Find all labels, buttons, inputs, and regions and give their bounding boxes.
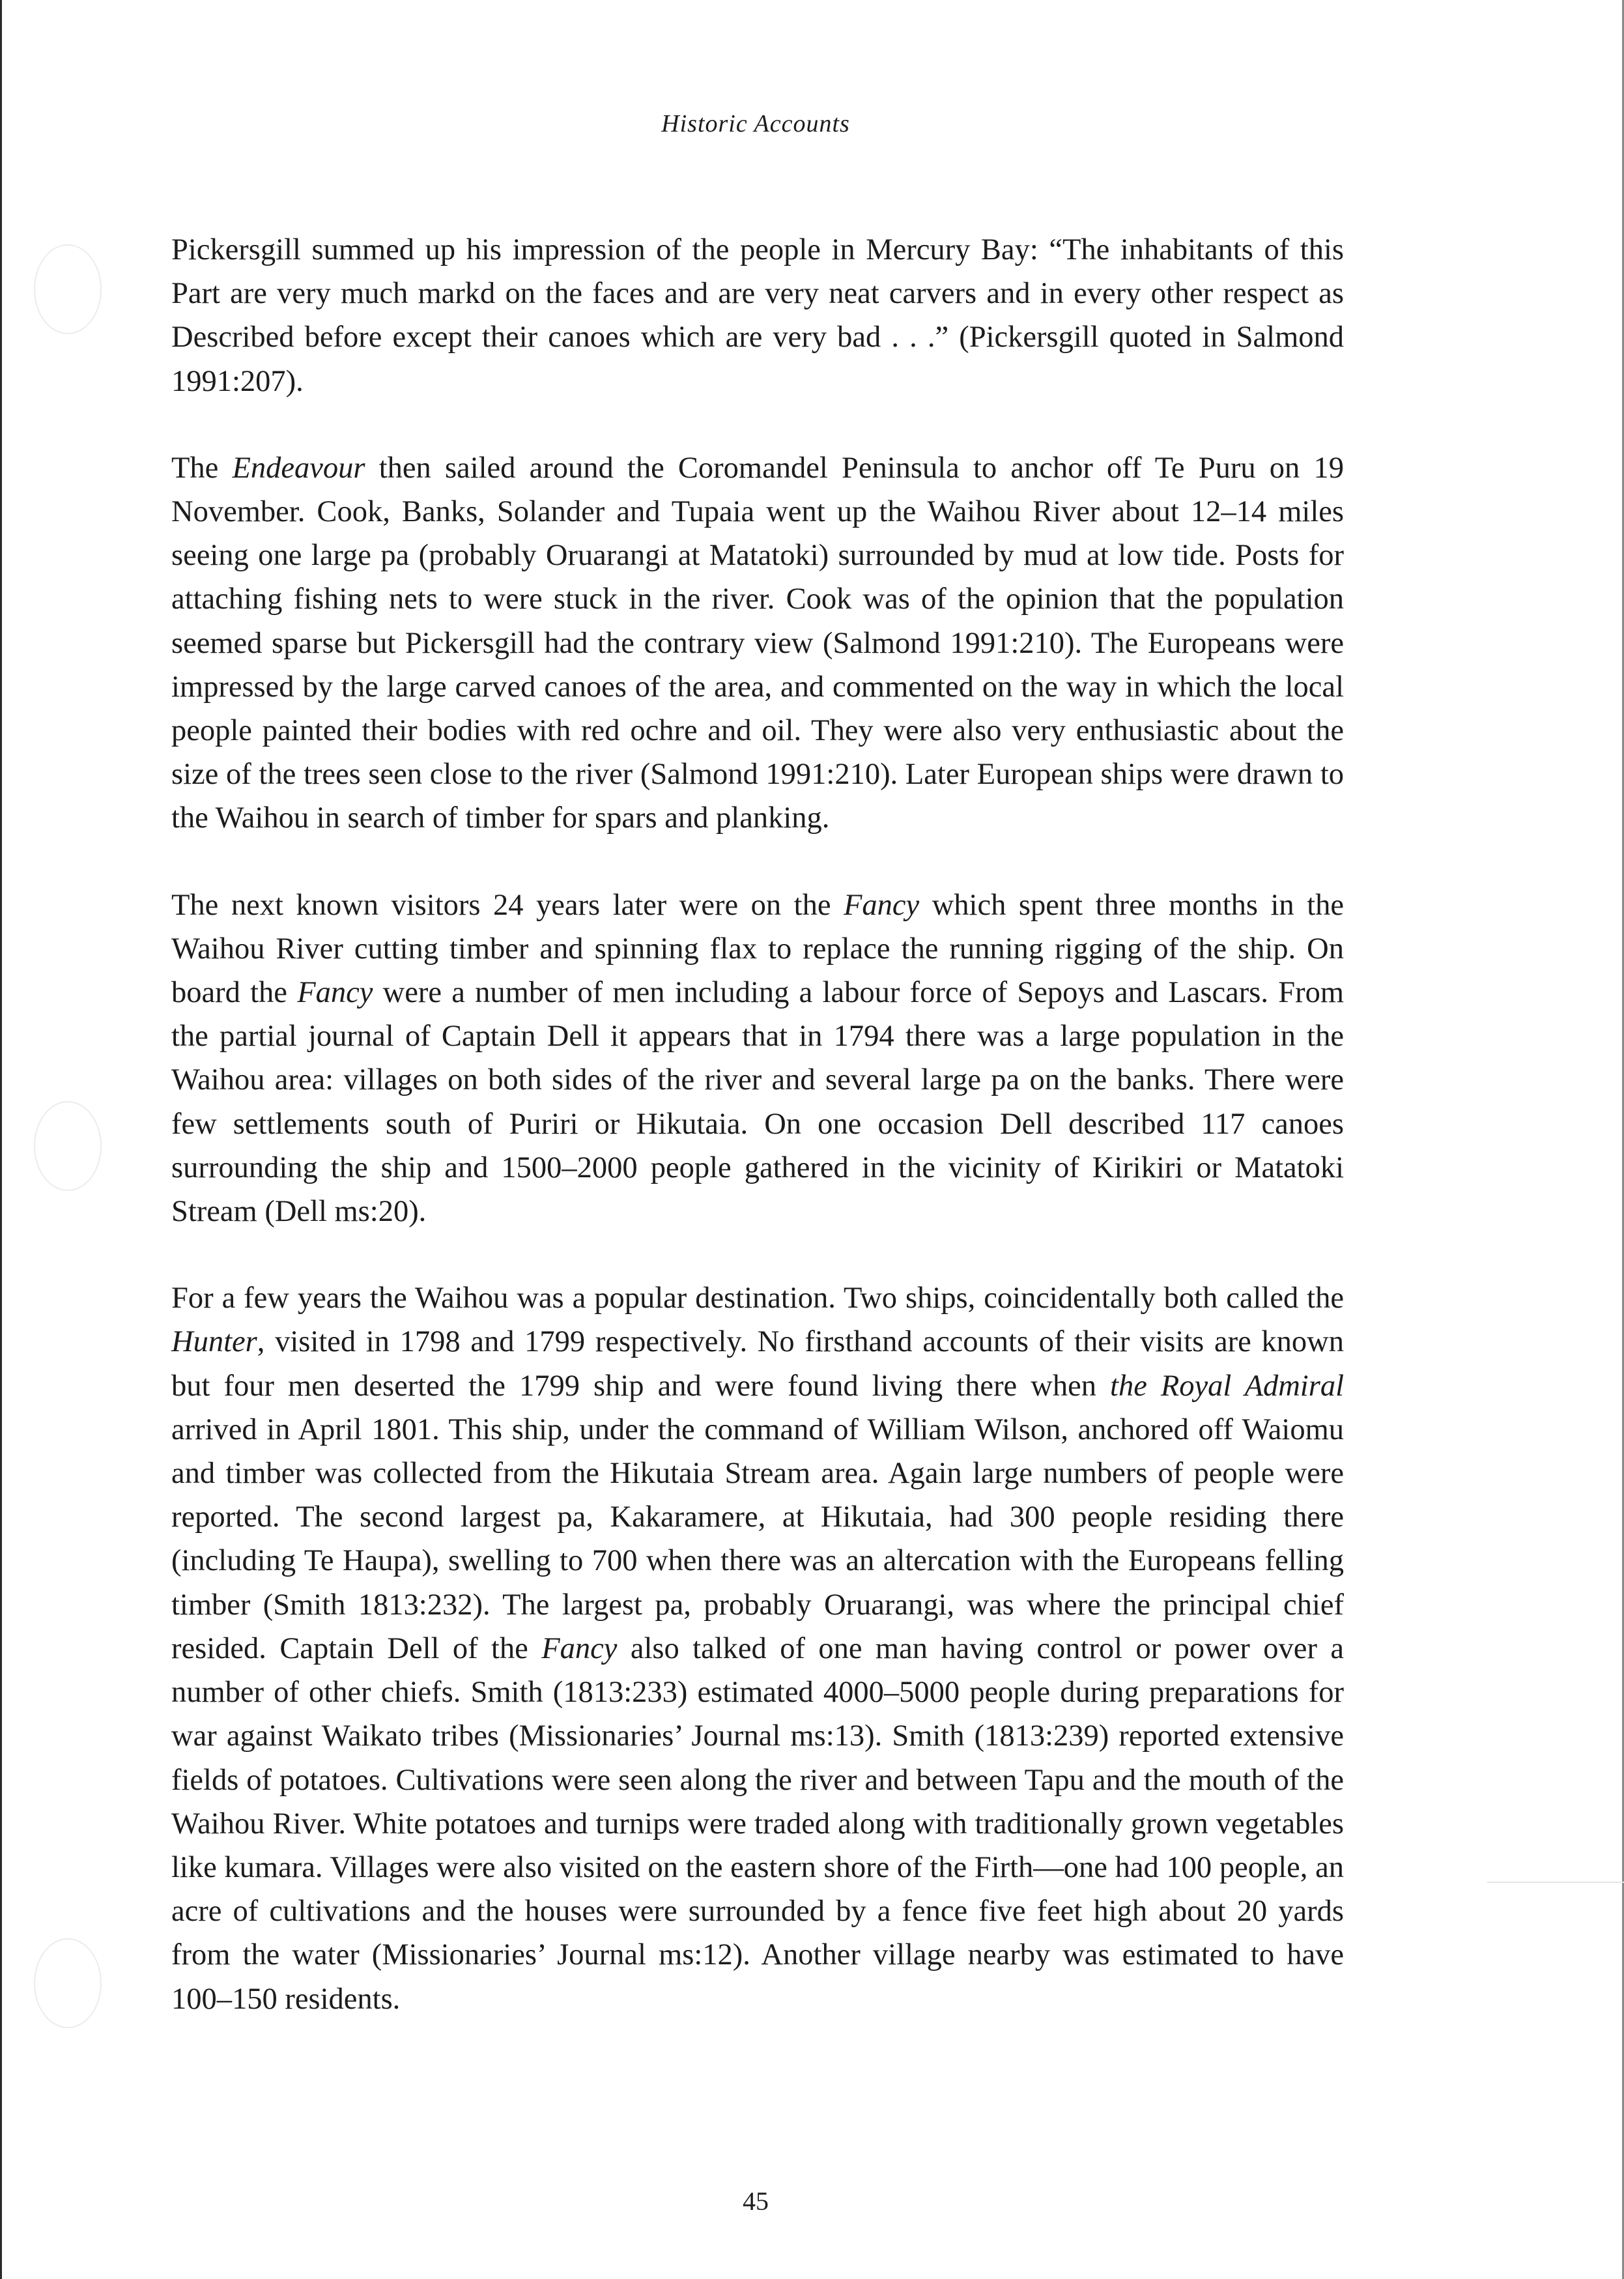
text-run: arrived in April 1801. This ship, under the command of William Wilson, anchored off Waiomu and timber was collected from the Hikutaia Stream area. Again large numbers of people were reported. The second largest pa, Kakaramere, at Hikutaia, had 300 people residing there (including Te Haupa), swelling to 700 when there was an altercation with the Europeans felling timber (Smith 1813:232). The largest pa, probably Oruarangi, was where the principal chief resided. Captain Dell of the — [171, 1412, 1344, 1665]
text-run: also talked of one man having control or power over a number of other chiefs. Smith (1813:233) estimated 4000–5000 people during preparations for war against Waikato tribes (Missionaries’ Journal ms:13). Smith (1813:239) reported extensive fields of potatoes. Cultivations were seen along the river and between Tapu and the mouth of the Waihou River. White potatoes and turnips were traded along with traditionally grown vegetables like kumara. Villages were also visited on the eastern shore of the Firth—one had 100 people, an acre of cultivations and the houses were surrounded by a fence five feet high about 20 yards from the water (Missionaries’ Journal ms:12). Another village nearby was estimated to have 100–150 residents. — [171, 1631, 1344, 2016]
italic-title: Fancy — [844, 888, 920, 922]
paragraph — [171, 883, 1344, 1234]
text-run: , visited in 1798 and 1799 respectively. No firsthand accounts of their visits are known but four men deserted the 1799 ship and were found living there when — [171, 1325, 1344, 1403]
body-text — [171, 228, 1344, 2064]
scan-left-edge — [0, 0, 2, 2279]
text-run: The next known visitors 24 years later were on the — [171, 888, 844, 922]
text-run: which spent three months in the Waihou River cutting timber and spinning flax to replace the running rigging of the ship. On board the — [171, 888, 1345, 1010]
paragraph — [171, 446, 1344, 840]
italic-title: Fancy — [297, 976, 373, 1010]
italic-title: Endeavour — [232, 451, 365, 485]
italic-title: Fancy — [541, 1631, 618, 1665]
punch-hole — [34, 244, 102, 334]
text-run: The — [171, 451, 233, 485]
punch-hole — [34, 1938, 102, 2028]
text-run: then sailed around the Coromandel Peninsula to anchor off Te Puru on 19 November. Cook, Banks, Solander and Tupaia went up the Waihou River about 12–14 miles seeing one large pa (probably Oruarangi at Matatoki) surrounded by mud at low tide. Posts for attaching fishing nets to were stuck in the river. Cook was of the opinion that the population seemed sparse but Pickersgill had the contrary view (Salmond 1991:210). The Europeans were impressed by the large carved canoes of the area, and commented on the way in which the local people painted their bodies with red ochre and oil. They were also very enthusiastic about the size of the trees seen close to the river (Salmond 1991:210). Later European ships were drawn to the Waihou in search of timber for spars and planking. — [171, 451, 1344, 835]
text-run: For a few years the Waihou was a popular destination. Two ships, coincidentally both called the — [171, 1282, 1344, 1315]
running-head: Historic Accounts — [661, 110, 850, 137]
paragraph — [171, 1276, 1344, 2020]
italic-title: Hunter — [171, 1325, 257, 1359]
text-run: were a number of men including a labour force of Sepoys and Lascars. From the partial journal of Captain Dell it appears that in 1794 there was a large population in the Waihou area: villages on both sides of the river and several large pa on the banks. There were few settlements south of Puriri or Hikutaia. On one occasion Dell described 117 canoes surrounding the ship and 1500–2000 people gathered in the vicinity of Kirikiri or Matatoki Stream (Dell ms:20). — [171, 976, 1344, 1229]
italic-title: the Royal Admiral — [1110, 1369, 1344, 1403]
scan-mark — [1487, 1882, 1624, 1883]
page-number: 45 — [743, 2186, 769, 2216]
paragraph — [171, 228, 1344, 403]
text-run: Pickersgill summed up his impression of the people in Mercury Bay: “The inhabitants of this Part are very much markd on the faces and are very neat carvers and in every other respect as Described before except their canoes which are very bad . . .” (Pickersgill quoted in Salmond 1991:207). — [171, 233, 1344, 398]
punch-hole — [34, 1101, 102, 1191]
